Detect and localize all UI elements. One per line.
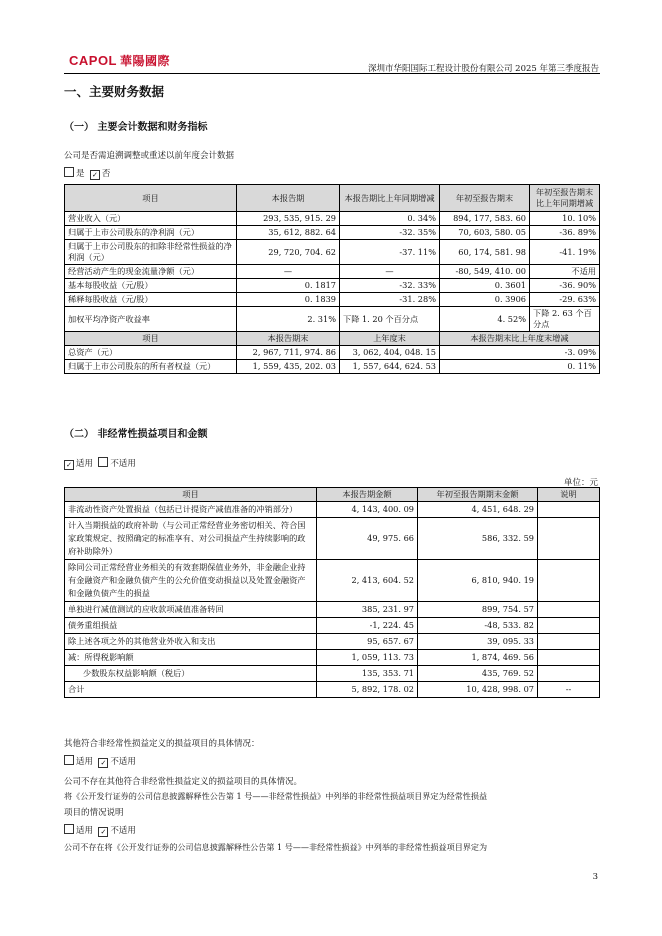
- cell: 0. 1839: [237, 293, 340, 307]
- cell: 293, 535, 915. 29: [237, 212, 340, 226]
- table-row: [65, 212, 600, 226]
- cell: 4, 143, 400. 09: [317, 502, 418, 518]
- option-no-label: 否: [101, 169, 111, 179]
- cell: 0. 3601: [440, 279, 530, 293]
- cell: -36. 90%: [530, 279, 600, 293]
- table-row: [65, 279, 600, 293]
- cell: 10. 10%: [530, 212, 600, 226]
- logo-cn: 華陽國際: [120, 54, 171, 68]
- note-line-3: 公司不存在将《公开发行证券的公司信息披露解释性公告第 1 号——非经常性损益》中列举的非经常性损益项目界定为: [64, 842, 488, 852]
- cell: [538, 650, 600, 666]
- table-row: [65, 518, 600, 560]
- cell: 385, 231. 97: [317, 602, 418, 618]
- table-total-row: [65, 682, 600, 698]
- section-title: 一、主要财务数据: [64, 84, 165, 99]
- col-header: 年初至报告期末比上年同期增减: [530, 185, 600, 212]
- option-yes-label: 是: [76, 169, 85, 179]
- option-not-applicable-label: 不适用: [110, 459, 136, 469]
- cell: [538, 602, 600, 618]
- col-header: 本报告期金额: [317, 488, 418, 502]
- checkbox-applicable-icon: [64, 755, 74, 765]
- table-row: [65, 307, 600, 332]
- col-header: 说明: [538, 488, 600, 502]
- option-not-applicable-label: 不适用: [110, 826, 136, 836]
- non-recurring-items-table: [64, 487, 600, 698]
- cell: -3. 09%: [440, 346, 600, 360]
- cell: -37. 11%: [340, 240, 440, 265]
- note-line-2a: 将《公开发行证券的公司信息披露解释性公告第 1 号——非经常性损益》中列举的非经常性损益项目界定为经常性损益: [64, 791, 488, 801]
- restatement-question: 公司是否需追溯调整或重述以前年度会计数据: [64, 151, 235, 161]
- option-applicable-label: 适用: [76, 757, 94, 767]
- cell: 归属于上市公司股东的净利润（元）: [65, 226, 237, 240]
- cell: 1, 557, 644, 624. 53: [340, 360, 440, 374]
- cell: 除同公司正常经营业务相关的有效套期保值业务外，非金融企业持有金融资产和金融负债产生的公允价值变动损益以及处置金融资产和金融负债产生的损益: [65, 560, 317, 602]
- cell: --: [538, 682, 600, 698]
- table-header-row: [65, 185, 600, 212]
- page-number: 3: [592, 872, 598, 882]
- cell: —: [237, 265, 340, 279]
- option-not-applicable-label: 不适用: [110, 757, 136, 767]
- logo-en: CAPOL: [69, 53, 117, 68]
- cell: -31. 28%: [340, 293, 440, 307]
- cell: -32. 35%: [340, 226, 440, 240]
- cell: 5, 892, 178. 02: [317, 682, 418, 698]
- checkbox-not-applicable-checked-icon: [98, 827, 108, 837]
- cell: [538, 560, 600, 602]
- subsection-1-title: （一） 主要会计数据和财务指标: [64, 122, 208, 133]
- cell: 下降 1. 20 个百分点: [340, 307, 440, 332]
- other-items-note: 其他符合非经常性损益定义的损益项目的具体情况：: [64, 739, 260, 749]
- table-row: [65, 346, 600, 360]
- cell: 归属于上市公司股东的所有者权益（元）: [65, 360, 237, 374]
- cell: 2. 31%: [237, 307, 340, 332]
- option-applicable-label: 适用: [76, 826, 94, 836]
- cell: 单独进行减值测试的应收款项减值准备转回: [65, 602, 317, 618]
- cell: 加权平均净资产收益率: [65, 307, 237, 332]
- cell: 归属于上市公司股东的扣除非经常性损益的净利润（元）: [65, 240, 237, 265]
- cell: -41. 19%: [530, 240, 600, 265]
- col-header: 项目: [65, 488, 317, 502]
- table-row: [65, 602, 600, 618]
- cell: 70, 603, 580. 05: [440, 226, 530, 240]
- col-header: 上年度末: [340, 332, 440, 346]
- cell: [538, 666, 600, 682]
- cell: 1, 559, 435, 202. 03: [237, 360, 340, 374]
- col-header: 年初至报告期末: [440, 185, 530, 212]
- cell: -36. 89%: [530, 226, 600, 240]
- table-header-row: [65, 488, 600, 502]
- cell: 总资产（元）: [65, 346, 237, 360]
- checkbox-not-applicable-icon: [98, 457, 108, 467]
- checkbox-no-checked-icon: [90, 170, 100, 180]
- col-header: 本报告期比上年同期增减: [340, 185, 440, 212]
- cell: 合计: [65, 682, 317, 698]
- company-logo: [69, 52, 170, 69]
- note-line-1: 公司不存在其他符合非经常性损益定义的损益项目的具体情况。: [64, 777, 303, 787]
- table-row: [65, 226, 600, 240]
- cell: 不适用: [530, 265, 600, 279]
- cell: 营业收入（元）: [65, 212, 237, 226]
- col-header: 项目: [65, 185, 237, 212]
- col-header: 本报告期: [237, 185, 340, 212]
- reclassification-options: [64, 824, 136, 837]
- applicability-options: [64, 457, 136, 470]
- cell: 计入当期损益的政府补助（与公司正常经营业务密切相关、符合国家政策规定、按照确定的标准享有、对公司损益产生持续影响的政府补助除外）: [65, 518, 317, 560]
- cell: 899, 754. 57: [418, 602, 538, 618]
- cell: [538, 518, 600, 560]
- cell: 下降 2. 63 个百分点: [530, 307, 600, 332]
- table-row: [65, 240, 600, 265]
- cell: 0. 3906: [440, 293, 530, 307]
- cell: 0. 34%: [340, 212, 440, 226]
- cell: 49, 975. 66: [317, 518, 418, 560]
- financial-indicators-table: [64, 184, 600, 374]
- cell: 除上述各项之外的其他营业外收入和支出: [65, 634, 317, 650]
- col-header: 本报告期末比上年度末增减: [440, 332, 600, 346]
- table-row: [65, 560, 600, 602]
- cell: -32. 33%: [340, 279, 440, 293]
- cell: [538, 502, 600, 518]
- table-row: [65, 502, 600, 518]
- cell: 6, 810, 940. 19: [418, 560, 538, 602]
- cell: 586, 332. 59: [418, 518, 538, 560]
- other-items-options: [64, 755, 136, 768]
- cell: 2, 967, 711, 974. 86: [237, 346, 340, 360]
- checkbox-applicable-checked-icon: [64, 460, 74, 470]
- subsection-2-title: （二） 非经常性损益项目和金额: [64, 429, 208, 440]
- cell: [538, 634, 600, 650]
- cell: 减：所得税影响额: [65, 650, 317, 666]
- cell: [538, 618, 600, 634]
- cell: 435, 769. 52: [418, 666, 538, 682]
- report-header-title: 深圳市华阳国际工程设计股份有限公司 2025 年第三季度报告: [367, 64, 599, 74]
- cell: 29, 720, 704. 62: [237, 240, 340, 265]
- checkbox-yes-icon: [64, 167, 74, 177]
- col-header: 年初至报告期期末金额: [418, 488, 538, 502]
- table-row: [65, 265, 600, 279]
- checkbox-not-applicable-checked-icon: [98, 758, 108, 768]
- cell: 39, 095. 33: [418, 634, 538, 650]
- cell: 35, 612, 882. 64: [237, 226, 340, 240]
- cell: 债务重组损益: [65, 618, 317, 634]
- cell: -48, 533. 82: [418, 618, 538, 634]
- cell: 95, 657. 67: [317, 634, 418, 650]
- cell: 0. 1817: [237, 279, 340, 293]
- cell: 少数股东权益影响额（税后）: [65, 666, 317, 682]
- cell: 0. 11%: [440, 360, 600, 374]
- cell: —: [340, 265, 440, 279]
- table-row: [65, 666, 600, 682]
- restatement-options: [64, 167, 110, 180]
- cell: 135, 353. 71: [317, 666, 418, 682]
- cell: 非流动性资产处置损益（包括已计提资产减值准备的冲销部分）: [65, 502, 317, 518]
- table-subheader-row: [65, 332, 600, 346]
- cell: -29. 63%: [530, 293, 600, 307]
- unit-label: 单位：元: [563, 478, 598, 488]
- cell: 经营活动产生的现金流量净额（元）: [65, 265, 237, 279]
- cell: 4. 52%: [440, 307, 530, 332]
- cell: 1, 059, 113. 73: [317, 650, 418, 666]
- cell: 894, 177, 583. 60: [440, 212, 530, 226]
- cell: 1, 874, 469. 56: [418, 650, 538, 666]
- col-header: 本报告期末: [237, 332, 340, 346]
- cell: 2, 413, 604. 52: [317, 560, 418, 602]
- cell: -1, 224. 45: [317, 618, 418, 634]
- cell: 基本每股收益（元/股）: [65, 279, 237, 293]
- cell: 稀释每股收益（元/股）: [65, 293, 237, 307]
- table-row: [65, 634, 600, 650]
- col-header: 项目: [65, 332, 237, 346]
- cell: -80, 549, 410. 00: [440, 265, 530, 279]
- table-row: [65, 293, 600, 307]
- table-row: [65, 618, 600, 634]
- table-row: [65, 360, 600, 374]
- cell: 4, 451, 648. 29: [418, 502, 538, 518]
- header-divider: [64, 73, 600, 74]
- checkbox-applicable-icon: [64, 824, 74, 834]
- option-applicable-label: 适用: [76, 459, 94, 469]
- cell: 60, 174, 581. 98: [440, 240, 530, 265]
- note-line-2b: 项目的情况说明: [64, 808, 124, 818]
- cell: 3, 062, 404, 048. 15: [340, 346, 440, 360]
- table-row: [65, 650, 600, 666]
- cell: 10, 428, 998. 07: [418, 682, 538, 698]
